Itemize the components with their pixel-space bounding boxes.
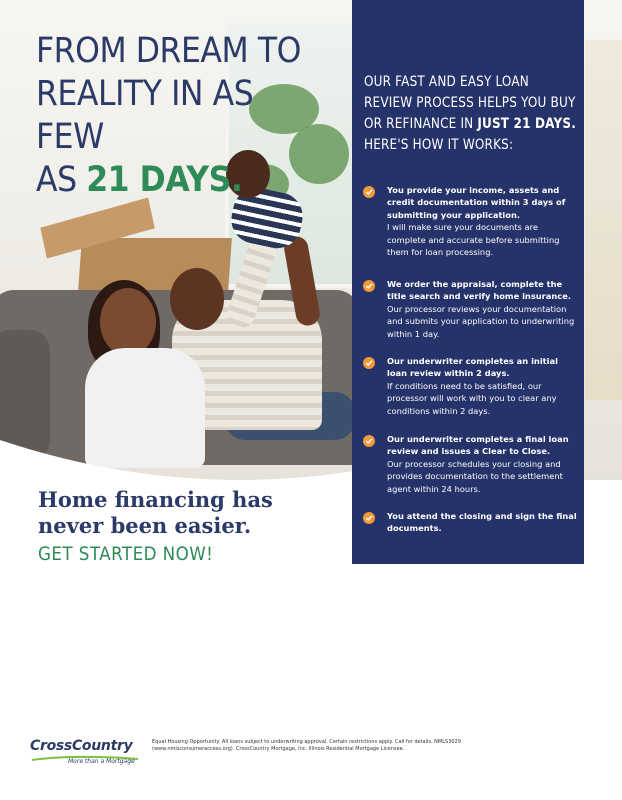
step-lead: Our underwriter completes an initial loan review within 2 days. bbox=[387, 356, 558, 379]
tagline: Home financing has never been easier. bbox=[38, 487, 273, 538]
legal-disclaimer: Equal Housing Opportunity. All loans subject to underwriting approval. Certain restrictions apply. Call for details. NMLS3029 (www.nmlsconsumeraccess.org). CrossCountry Mortgage, Inc. Illinois Residential Mortgage Licensee. bbox=[152, 739, 461, 752]
check-circle-icon bbox=[363, 512, 375, 524]
photo-curve-mask bbox=[0, 400, 360, 480]
headline-line-1: FROM DREAM TO bbox=[36, 31, 301, 71]
check-circle-icon bbox=[363, 280, 375, 292]
step-body: Our processor reviews your documentation and submits your application to underwriting within 1 day. bbox=[387, 303, 575, 339]
check-circle-icon bbox=[363, 357, 375, 369]
step-lead: You provide your income, assets and credit documentation within 3 days of submitting your application. bbox=[387, 185, 566, 220]
headline bbox=[36, 30, 306, 202]
step-body: If conditions need to be satisfied, our processor will work with you to clear any conditions within 2 days. bbox=[387, 380, 557, 416]
step-lead: You attend the closing and sign the final documents. bbox=[387, 511, 577, 534]
check-circle-icon bbox=[363, 435, 375, 447]
process-panel bbox=[352, 0, 584, 564]
step-body: Our processor schedules your closing and provides documentation to the settlement agent within 24 hours. bbox=[387, 458, 563, 494]
logo-name: CrossCountry bbox=[30, 738, 133, 754]
headline-line-2: REALITY IN AS FEW bbox=[36, 74, 254, 157]
headline-accent: 21 DAYS. bbox=[86, 160, 243, 200]
step-lead: We order the appraisal, complete the title search and verify home insurance. bbox=[387, 279, 571, 302]
mother bbox=[100, 288, 156, 356]
step-lead: Our underwriter completes a final loan review and issues a Clear to Close. bbox=[387, 434, 569, 457]
step-body: I will make sure your documents are complete and accurate before submitting them for loan processing. bbox=[387, 222, 560, 258]
check-circle-icon bbox=[363, 186, 375, 198]
crosscountry-logo bbox=[30, 738, 150, 772]
panel-intro-bold: JUST 21 DAYS. bbox=[477, 116, 577, 132]
panel-intro: OUR FAST AND EASY LOAN REVIEW PROCESS HELPS YOU BUY OR REFINANCE IN JUST 21 DAYS. HERE'S HOW IT WORKS: bbox=[364, 74, 577, 153]
side-window bbox=[585, 40, 622, 400]
get-started-link[interactable]: GET STARTED NOW! bbox=[38, 543, 214, 565]
headline-line-3-prefix: AS bbox=[36, 160, 87, 200]
logo-tagline: More than a Mortgage bbox=[68, 758, 135, 765]
